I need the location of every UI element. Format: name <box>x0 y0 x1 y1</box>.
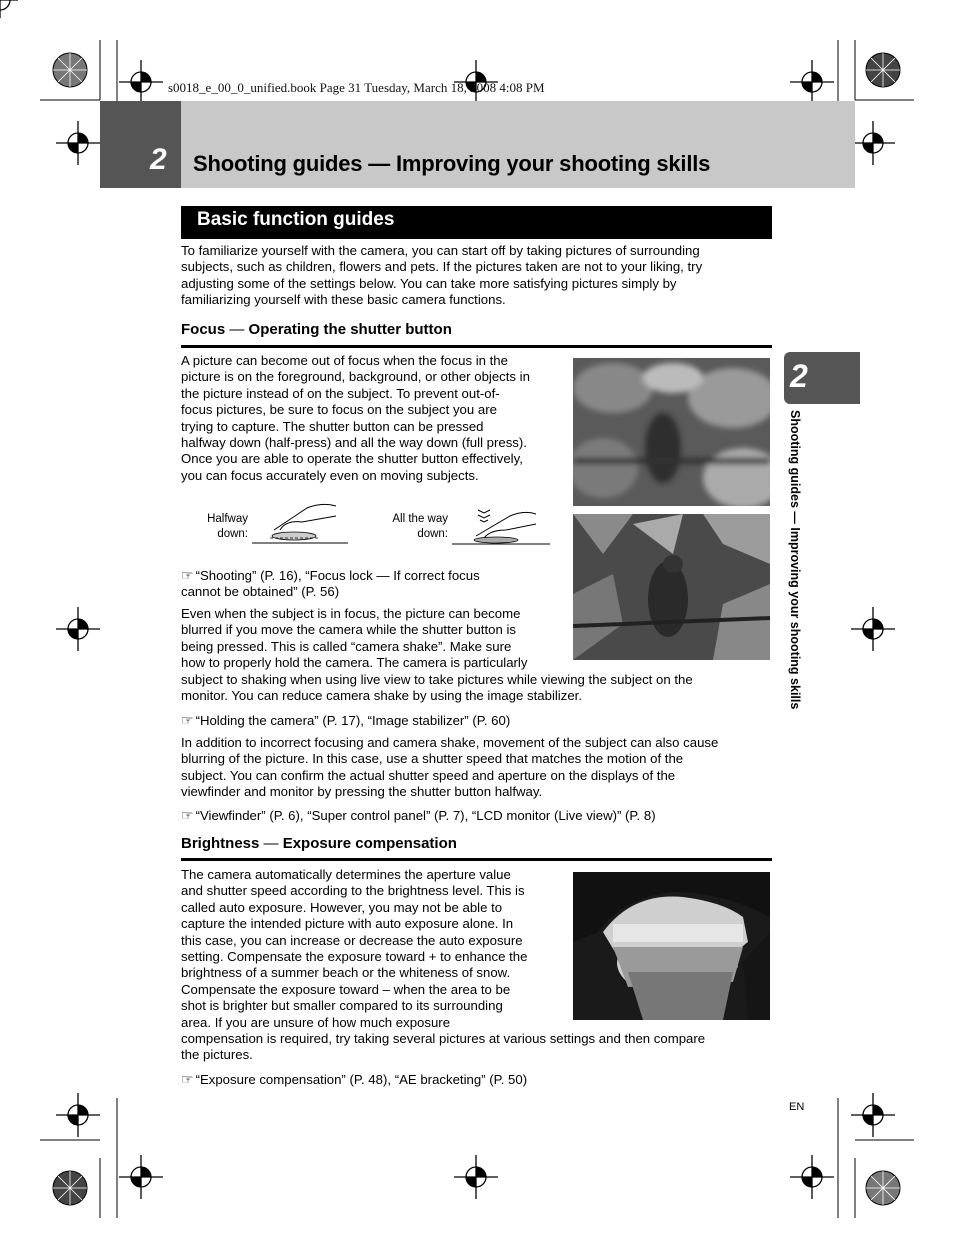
chapter-number-box <box>100 101 181 188</box>
reference-pointing-hand-icon: ☞ <box>181 1071 194 1087</box>
focus-reference-1: ☞ “Shooting” (P. 16), “Focus lock — If correct focus cannot be obtained” (P. 56) <box>181 567 480 600</box>
reference-pointing-hand-icon: ☞ <box>181 712 194 728</box>
reference-pointing-hand-icon: ☞ <box>181 567 194 583</box>
focus-reference-2: ☞ “Holding the camera” (P. 17), “Image stabilizer” (P. 60) <box>181 712 511 728</box>
side-tab-label: Shooting guides — Improving your shooting skills <box>788 410 802 710</box>
brightness-reference: ☞ “Exposure compensation” (P. 48), “AE bracketing” (P. 50) <box>181 1071 528 1087</box>
brightness-heading: Brightness — Exposure compensation <box>181 835 457 852</box>
chapter-number: 2 <box>150 143 167 176</box>
bird-photo-blurred <box>573 358 770 506</box>
halfway-press-illustration <box>252 500 350 548</box>
focus-heading: Focus — Operating the shutter button <box>181 321 452 338</box>
section-title: Basic function guides <box>197 209 395 230</box>
brightness-paragraph: The camera automatically determines the aperture value and shutter speed according to the brightness level. This is called auto exposure. However, you may not be able to capture the intended picture with auto exposure alone. In this case, you can increase or decrease the auto exposure setting. Compensate the exposure toward + to enhance the brightness of a summer beach or the whiteness of snow. Compensate the exposure toward – when the area to be shot is brighter but smaller compared to its surrounding area. If you are unsure of how much exposure compensation is required, try taking several pictures at various settings and then compare the pictures. <box>181 867 706 1063</box>
halfway-label: Halfway down: <box>207 513 248 540</box>
intro-paragraph: To familiarize yourself with the camera, you can start off by taking pictures of surrounding subjects, such as children, flowers and pets. If the pictures taken are not to your liking, try adjusting some of the settings below. You can take more satisfying pictures simply by familiarizing yourself with these basic camera functions. <box>181 243 703 308</box>
focus-paragraph-3: In addition to incorrect focusing and camera shake, movement of the subject can also cause blurring of the picture. In this case, use a shutter speed that matches the motion of the subject. You can confirm the actual shutter speed and aperture on the displays of the viewfinder and monitor by pressing the shutter button halfway. <box>181 735 719 800</box>
focus-rule <box>181 345 772 348</box>
reference-pointing-hand-icon: ☞ <box>181 807 194 823</box>
brightness-rule <box>181 858 772 861</box>
file-info-header: s0018_e_00_0_unified.book Page 31 Tuesday, March 18, 2008 4:08 PM <box>168 80 545 95</box>
focus-reference-3: ☞ “Viewfinder” (P. 6), “Super control panel” (P. 7), “LCD monitor (Live view)” (P. 8) <box>181 807 656 823</box>
side-tab-number: 2 <box>790 358 808 394</box>
focus-paragraph-1: A picture can become out of focus when the focus in the picture is on the foreground, background, or other objects in the picture instead of on the subject. To prevent out-of- focus pictures, be sure to focus on the subject you are trying to capture. The shutter button can be pressed halfway down (half-press) and all the way down (full press). Once you are able to operate the shutter button effectively, you can focus accurately even on moving subjects. <box>181 353 530 483</box>
full-press-illustration <box>452 506 552 548</box>
all-the-way-label: All the way down: <box>392 513 448 540</box>
chapter-title: Shooting guides — Improving your shooting skills <box>193 151 711 176</box>
focus-paragraph-2: Even when the subject is in focus, the picture can become blurred if you move the camera while the shutter button is being pressed. This is called “camera shake”. Make sure how to properly hold the camera. The camera is particularly subject to shaking when using live view to take pictures while viewing the subject on the monitor. You can reduce camera shake by using the image stabilizer. <box>181 606 693 704</box>
language-marker: EN <box>789 1101 805 1113</box>
